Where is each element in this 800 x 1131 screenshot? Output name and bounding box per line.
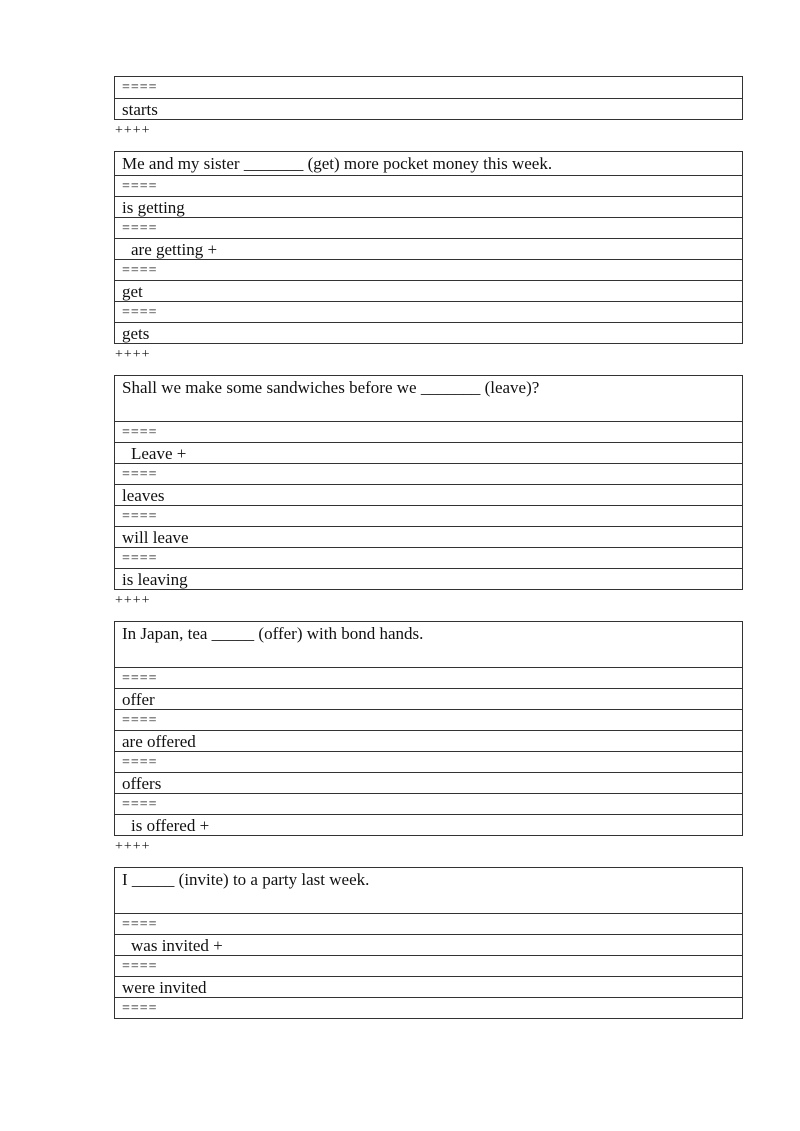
- answer-option: offer: [115, 688, 742, 709]
- answer-option: are offered: [115, 730, 742, 751]
- separator: ====: [115, 301, 742, 322]
- answer-option: starts: [115, 98, 742, 119]
- separator: ====: [115, 547, 742, 568]
- answer-option: gets: [115, 322, 742, 343]
- answer-option: get: [115, 280, 742, 301]
- block-end-marker: ++++: [115, 593, 151, 608]
- answer-option: is leaving: [115, 568, 742, 589]
- answer-option-correct: is offered +: [115, 814, 742, 835]
- separator: ====: [115, 463, 742, 484]
- question-block-4: [114, 867, 743, 1019]
- separator: ====: [115, 421, 742, 442]
- block-end-marker: ++++: [115, 347, 151, 362]
- question-prompt: Shall we make some sandwiches before we _______ (leave)?: [122, 378, 540, 397]
- separator: ====: [115, 217, 742, 238]
- separator: ====: [115, 259, 742, 280]
- answer-option-correct: are getting +: [115, 238, 742, 259]
- answer-option: offers: [115, 772, 742, 793]
- question-block-1: [114, 151, 743, 344]
- answer-option: leaves: [115, 484, 742, 505]
- separator: ====: [115, 667, 742, 688]
- separator: ====: [115, 955, 742, 976]
- block-end-marker: ++++: [115, 839, 151, 854]
- separator: ====: [115, 751, 742, 772]
- separator: ====: [122, 80, 158, 95]
- question-block-3: [114, 621, 743, 836]
- separator: ====: [115, 505, 742, 526]
- question-prompt: Me and my sister _______ (get) more pocket money this week.: [122, 154, 553, 173]
- answer-option: will leave: [115, 526, 742, 547]
- question-block-continued: [114, 76, 743, 120]
- answer-option-correct: Leave +: [115, 442, 742, 463]
- block-end-marker: ++++: [115, 123, 151, 138]
- question-block-2: [114, 375, 743, 590]
- answer-option: is getting: [115, 196, 742, 217]
- answer-option: were invited: [115, 976, 742, 997]
- separator: ====: [115, 997, 742, 1018]
- separator: ====: [115, 913, 742, 934]
- question-prompt: I _____ (invite) to a party last week.: [122, 870, 370, 889]
- separator: ====: [115, 793, 742, 814]
- answer-option-correct: was invited +: [115, 934, 742, 955]
- separator: ====: [115, 175, 742, 196]
- separator: ====: [115, 709, 742, 730]
- quiz-content: [114, 76, 743, 1019]
- question-prompt: In Japan, tea _____ (offer) with bond hands.: [122, 624, 424, 643]
